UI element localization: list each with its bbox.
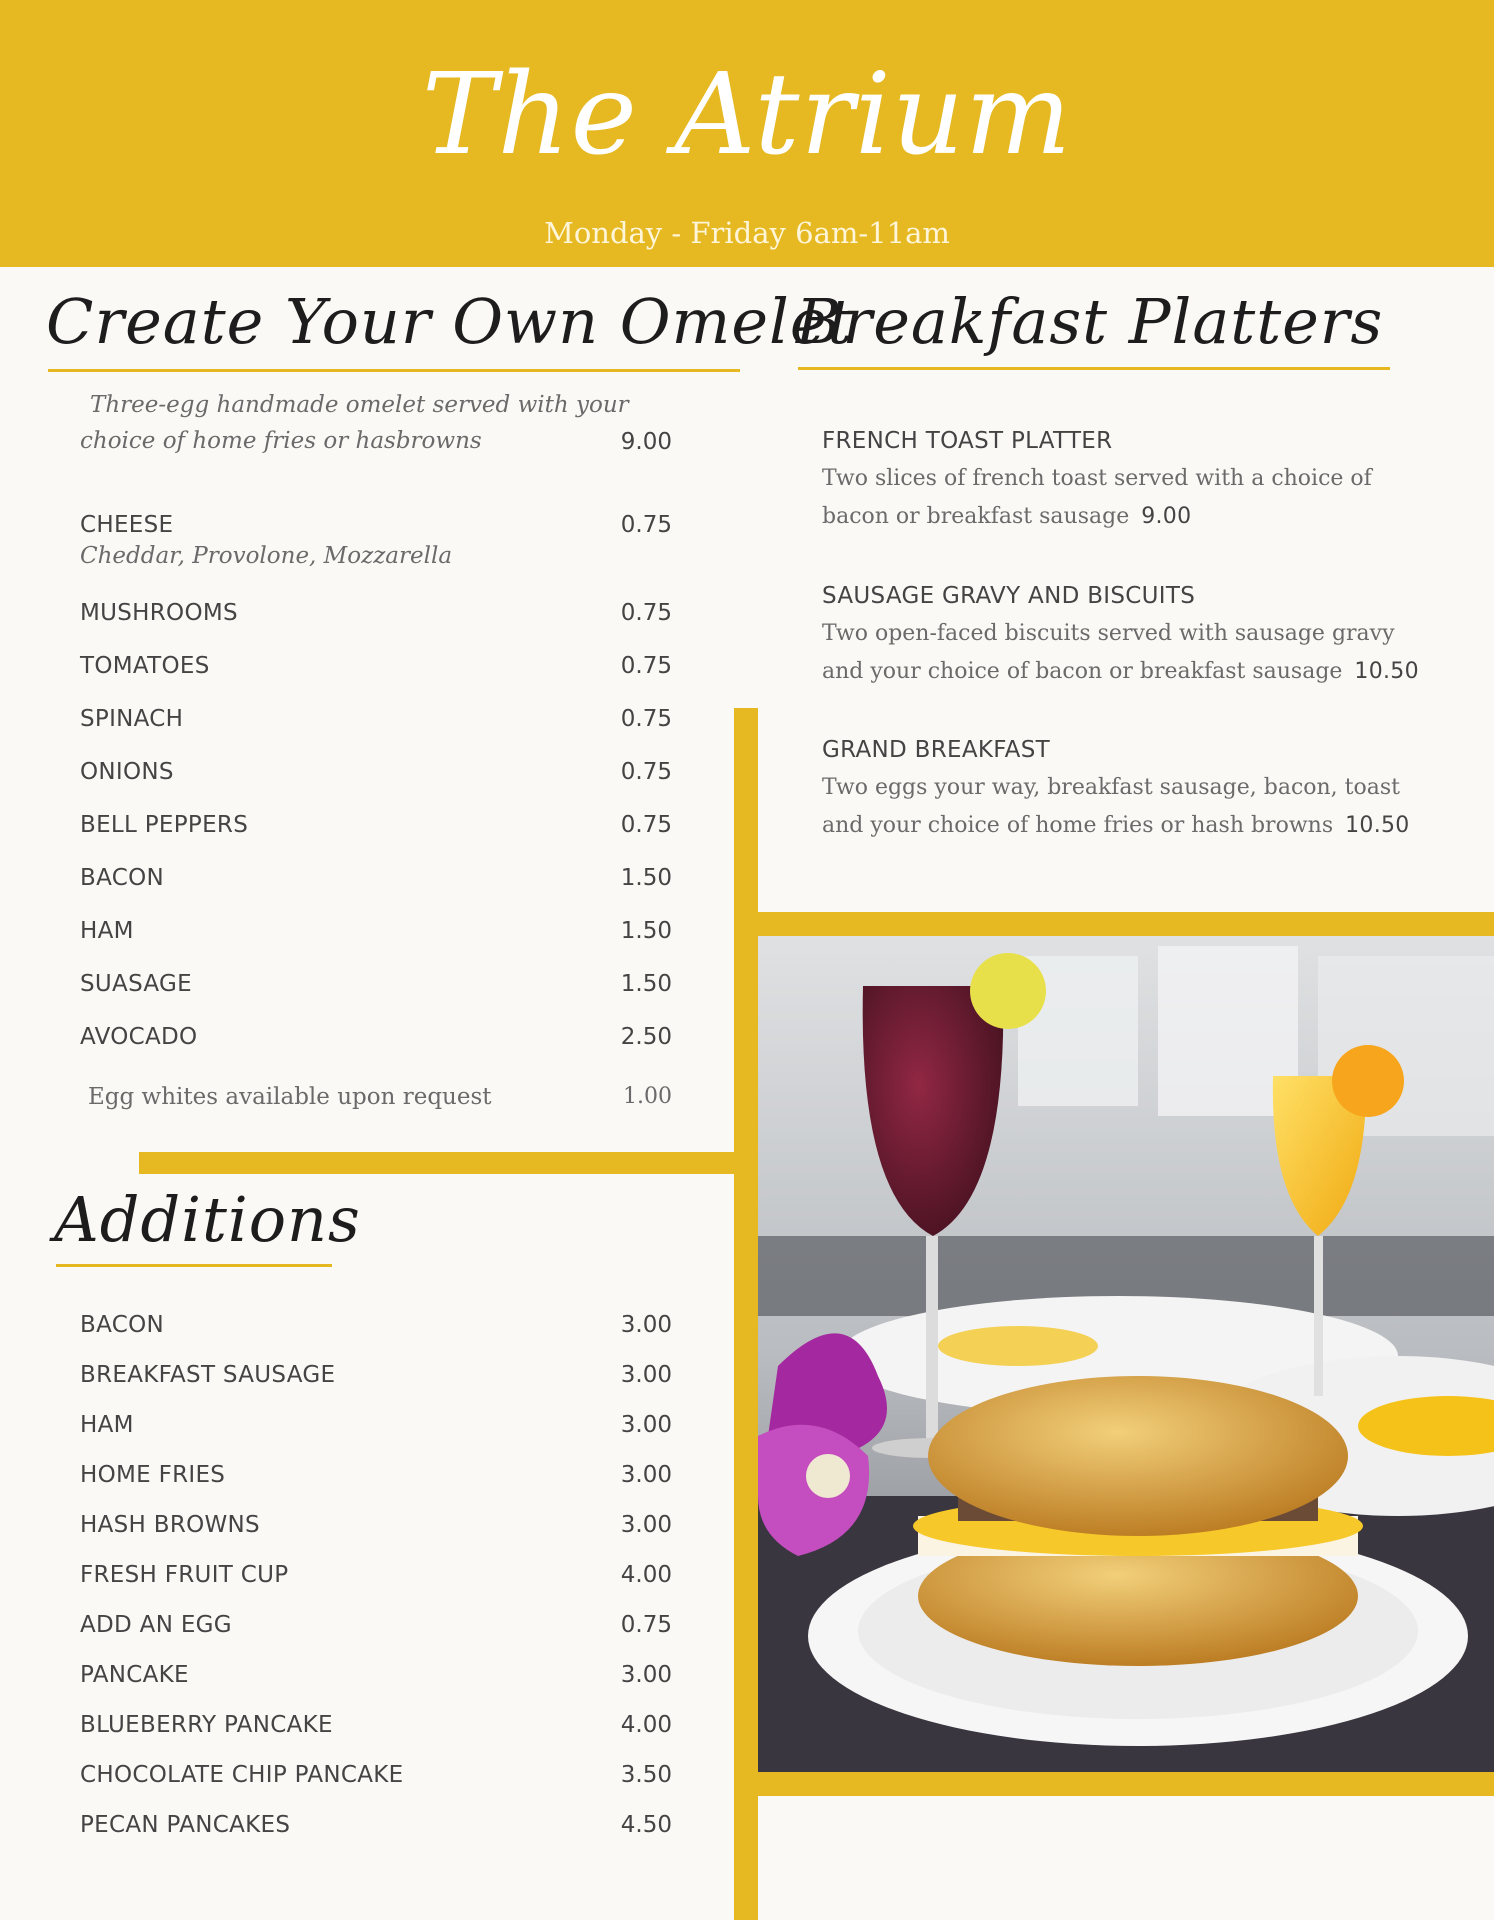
item-price: 0.75 [620, 812, 672, 838]
omelet-item-row [80, 812, 672, 842]
egg-whites-note: Egg whites available upon request [88, 1084, 492, 1110]
item-label: BACON [80, 865, 164, 891]
omelet-item-row [80, 759, 672, 789]
additions-item-row [80, 1412, 672, 1442]
item-label: HAM [80, 918, 134, 944]
item-price: 0.75 [620, 706, 672, 732]
item-label: ONIONS [80, 759, 174, 785]
item-price: 1.50 [620, 918, 672, 944]
omelet-description-line2: choice of home fries or hasbrowns [80, 428, 482, 454]
platter-price: 9.00 [1141, 504, 1192, 529]
item-label: TOMATOES [80, 653, 210, 679]
breakfast-photo [758, 936, 1494, 1772]
omelet-item-row [80, 865, 672, 895]
item-label: FRESH FRUIT CUP [80, 1562, 289, 1588]
item-price: 3.50 [620, 1762, 672, 1788]
item-label: HOME FRIES [80, 1462, 226, 1488]
omelet-item-row [80, 706, 672, 736]
item-label: CHOCOLATE CHIP PANCAKE [80, 1762, 404, 1788]
cheese-note: Cheddar, Provolone, Mozzarella [80, 543, 453, 569]
omelet-item-row [80, 653, 672, 683]
item-label: BACON [80, 1312, 164, 1338]
item-price: 4.50 [620, 1812, 672, 1838]
omelet-base-price: 9.00 [620, 429, 672, 455]
platter-name: GRAND BREAKFAST [822, 737, 1050, 763]
additions-item-row [80, 1362, 672, 1392]
additions-item-row [80, 1762, 672, 1792]
item-price: 3.00 [620, 1362, 672, 1388]
platter-item [822, 428, 1442, 536]
item-price: 3.00 [620, 1512, 672, 1538]
omelet-description-line1: Three-egg handmade omelet served with your [90, 392, 629, 418]
platter-desc-line2: and your choice of bacon or breakfast sausage [822, 659, 1343, 684]
item-price: 4.00 [620, 1562, 672, 1588]
vertical-divider [734, 708, 758, 1920]
additions-item-row [80, 1462, 672, 1492]
platter-price: 10.50 [1345, 813, 1410, 838]
photo-frame-top [758, 912, 1494, 936]
platter-desc-line2-wrap [822, 807, 1442, 845]
item-price: 4.00 [620, 1712, 672, 1738]
item-label: PANCAKE [80, 1662, 189, 1688]
item-price: 0.75 [620, 600, 672, 626]
item-label: SUASAGE [80, 971, 192, 997]
item-price: 3.00 [620, 1462, 672, 1488]
omelet-item-row [80, 1024, 672, 1054]
item-label: BREAKFAST SAUSAGE [80, 1362, 336, 1388]
additions-heading-underline [56, 1264, 332, 1267]
item-price: 0.75 [620, 512, 672, 538]
additions-item-row [80, 1512, 672, 1542]
additions-item-row [80, 1812, 672, 1842]
platter-name: FRENCH TOAST PLATTER [822, 428, 1113, 454]
omelet-item-row [80, 918, 672, 948]
additions-item-row [80, 1612, 672, 1642]
platter-desc-line1: Two open-faced biscuits served with sausage gravy [822, 621, 1395, 646]
egg-whites-price: 1.00 [623, 1084, 672, 1109]
platter-desc-line1: Two slices of french toast served with a choice of [822, 466, 1372, 491]
platter-desc-line2-wrap [822, 498, 1442, 536]
hours-text: Monday - Friday 6am-11am [544, 216, 950, 250]
additions-item-row [80, 1312, 672, 1342]
platters-heading-underline [798, 367, 1390, 370]
photo-frame-bottom [758, 1772, 1494, 1796]
omelet-item-row [80, 600, 672, 630]
item-price: 3.00 [620, 1412, 672, 1438]
item-label: HASH BROWNS [80, 1512, 260, 1538]
additions-item-row [80, 1562, 672, 1592]
item-label: SPINACH [80, 706, 184, 732]
additions-heading: Additions [54, 1183, 361, 1256]
platter-item [822, 583, 1442, 691]
item-price: 0.75 [620, 653, 672, 679]
item-price: 0.75 [620, 1612, 672, 1638]
platter-desc-line2: bacon or breakfast sausage [822, 504, 1130, 529]
platter-name: SAUSAGE GRAVY AND BISCUITS [822, 583, 1196, 609]
item-label: PECAN PANCAKES [80, 1812, 291, 1838]
item-price: 3.00 [620, 1662, 672, 1688]
additions-item-row [80, 1662, 672, 1692]
omelet-item-row [80, 971, 672, 1001]
platters-heading: Breakfast Platters [796, 285, 1384, 358]
item-label: CHEESE [80, 512, 174, 538]
platter-desc-line1: Two eggs your way, breakfast sausage, bacon, toast [822, 775, 1400, 800]
additions-item-row [80, 1712, 672, 1742]
platter-desc-line2: and your choice of home fries or hash browns [822, 813, 1334, 838]
omelet-heading-underline [48, 369, 740, 372]
omelet-heading: Create Your Own Omelet [46, 285, 854, 358]
platter-item [822, 737, 1442, 845]
item-label: MUSHROOMS [80, 600, 238, 626]
item-price: 3.00 [620, 1312, 672, 1338]
breakfast-photo-image [758, 936, 1494, 1772]
item-label: HAM [80, 1412, 134, 1438]
item-label: BELL PEPPERS [80, 812, 249, 838]
item-label: AVOCADO [80, 1024, 198, 1050]
horizontal-divider-left [139, 1152, 739, 1174]
platter-price: 10.50 [1354, 659, 1419, 684]
omelet-item-cheese [80, 512, 672, 542]
item-price: 2.50 [620, 1024, 672, 1050]
item-price: 1.50 [620, 865, 672, 891]
item-price: 0.75 [620, 759, 672, 785]
item-label: ADD AN EGG [80, 1612, 232, 1638]
restaurant-title: The Atrium [421, 50, 1073, 180]
item-price: 1.50 [620, 971, 672, 997]
item-label: BLUEBERRY PANCAKE [80, 1712, 333, 1738]
platter-desc-line2-wrap [822, 653, 1442, 691]
